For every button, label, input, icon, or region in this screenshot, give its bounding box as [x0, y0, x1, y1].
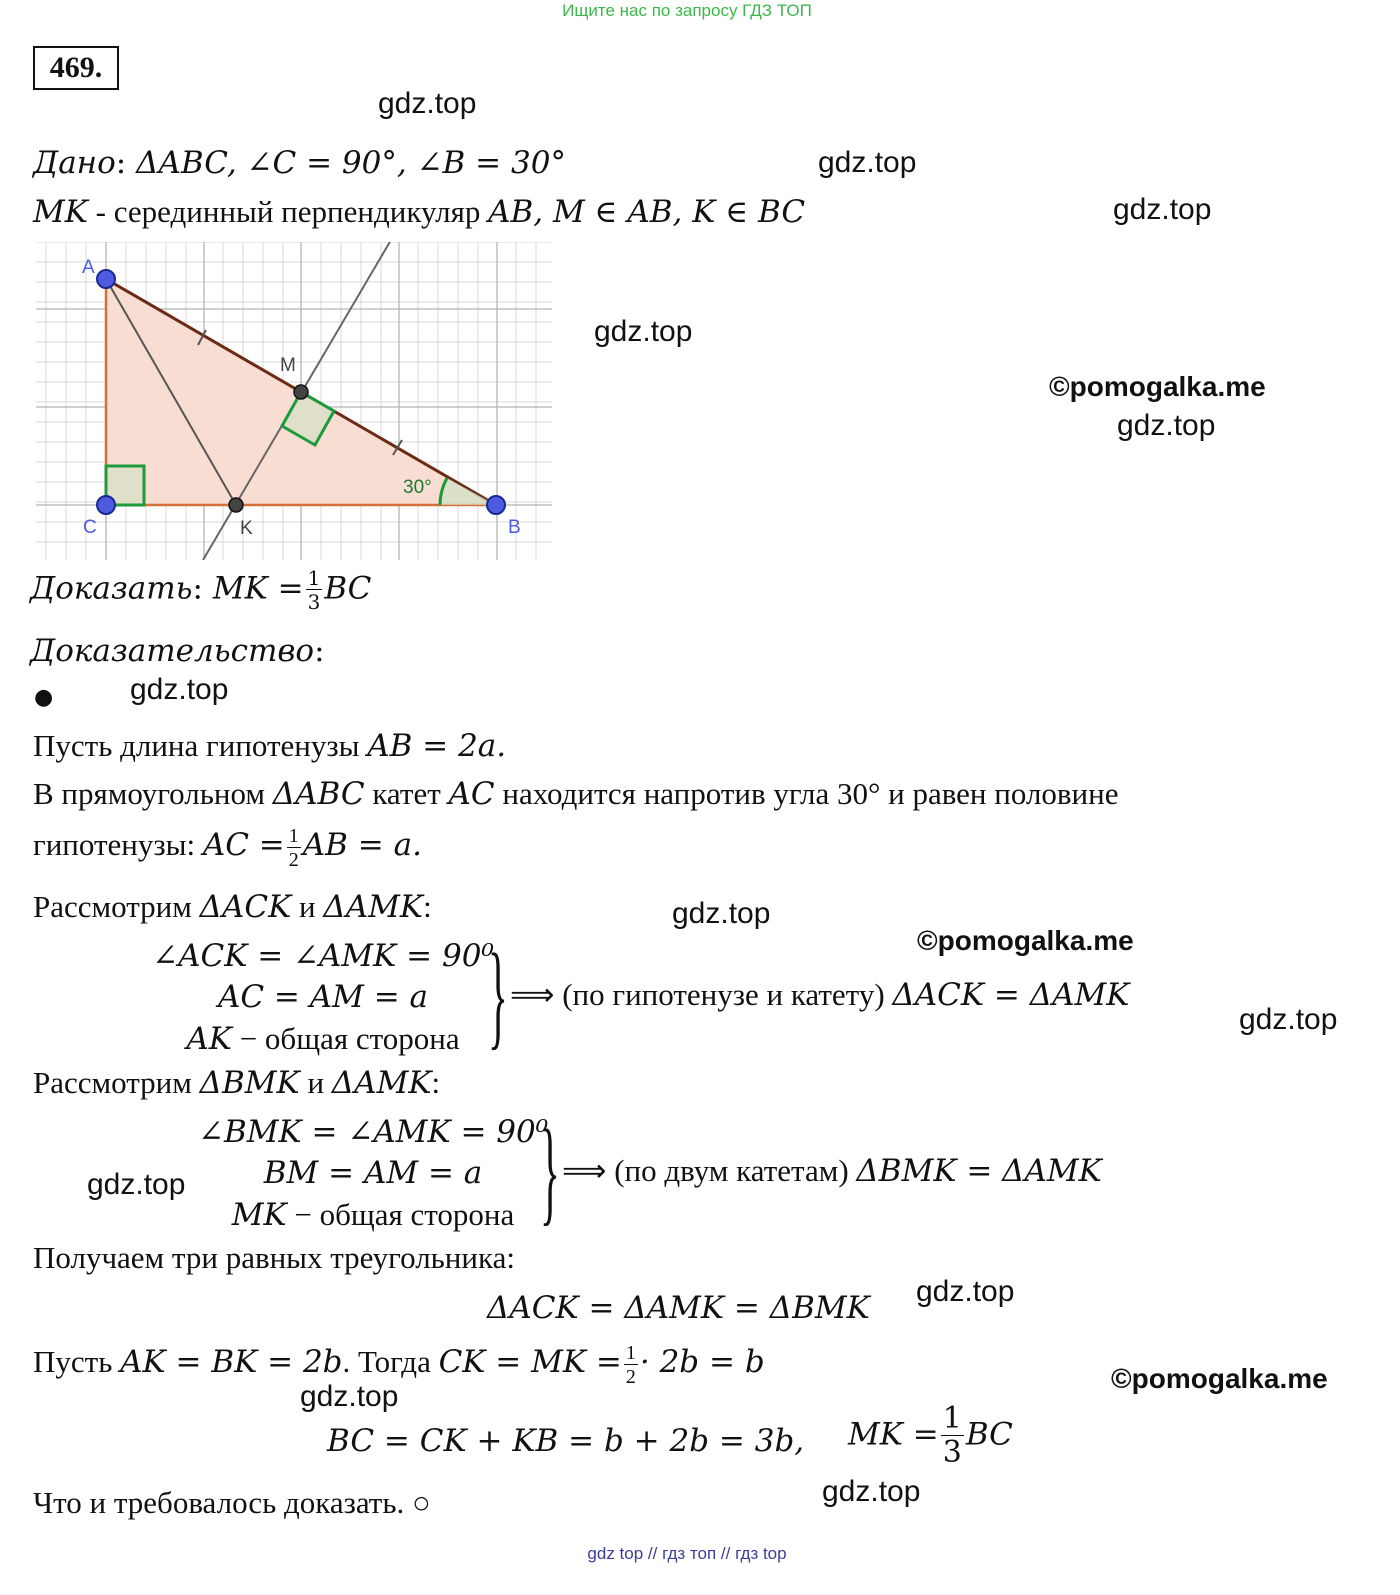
- let-b: . Тогда: [342, 1344, 439, 1380]
- s1-m1: ΔACK: [199, 889, 292, 925]
- watermark-gdz-9: gdz.top: [87, 1168, 186, 1201]
- proof-p2: [33, 776, 1118, 812]
- proof-p3-a: гипотенузы:: [33, 827, 203, 863]
- proof-p2-m1: ΔABC: [272, 776, 365, 812]
- s2-m1: ΔBMK: [199, 1065, 300, 1101]
- prove-frac-den: 3: [307, 590, 321, 614]
- s2-row1: ∠BMK = ∠AMK = 90⁰: [198, 1114, 549, 1150]
- mk-left: MK =: [848, 1416, 939, 1453]
- let-a: Пусть: [33, 1344, 121, 1380]
- watermark-gdz-4: gdz.top: [594, 315, 693, 348]
- three-triangles-text: Получаем три равных треугольника:: [33, 1240, 515, 1275]
- s1-row3-math: AK: [186, 1021, 232, 1057]
- s1-row3-text: − общая сторона: [231, 1021, 460, 1056]
- proof-p2-b: катет: [364, 776, 449, 811]
- proof-p3-fraction: [287, 826, 301, 870]
- let-num: 1: [625, 1342, 636, 1364]
- proof-colon: :: [314, 633, 325, 669]
- given-colon: :: [115, 145, 137, 181]
- let-m2: CK = MK =: [438, 1344, 622, 1381]
- given-line2-math-b: AB, M ∈ AB, K ∈ BC: [488, 194, 806, 230]
- point-b-dot[interactable]: [487, 496, 505, 514]
- s2-a: Рассмотрим: [33, 1065, 200, 1100]
- prove-frac-num: 1: [307, 566, 321, 590]
- point-c-dot[interactable]: [97, 496, 115, 514]
- point-a-dot[interactable]: [97, 270, 115, 288]
- s1-c: :: [423, 889, 432, 924]
- mk-num: 1: [942, 1401, 962, 1436]
- given-line2-text: - серединный перпендикуляр: [87, 194, 489, 229]
- let-m1: AK = BK = 2b: [120, 1344, 343, 1381]
- s1-row1: ∠ACK = ∠AMK = 90⁰: [152, 938, 494, 974]
- watermark-gdz-2: gdz.top: [818, 146, 917, 179]
- watermark-gdz-11: gdz.top: [300, 1380, 399, 1413]
- let-m3: · 2b = b: [639, 1344, 765, 1381]
- watermark-gdz-3: gdz.top: [1113, 193, 1212, 226]
- proof-p2-c: находится напротив угла 30° и равен половине: [494, 776, 1119, 811]
- prove-colon: :: [192, 570, 213, 607]
- point-c-label: C: [83, 517, 97, 538]
- watermark-gdz-12: gdz.top: [822, 1475, 921, 1508]
- s1-row3: [150, 1018, 496, 1060]
- qed-line: Что и требовалось доказать. ○: [33, 1485, 431, 1520]
- given-line2-math-a: MK: [33, 194, 88, 230]
- s1-concl-m: ΔACK = ΔAMK: [892, 977, 1130, 1013]
- watermark-pomogalka-3: ©pomogalka.me: [1111, 1363, 1328, 1394]
- problem-number: [33, 46, 119, 90]
- s2-c: :: [431, 1065, 441, 1100]
- mk-right: BC: [965, 1416, 1013, 1453]
- watermark-gdz-1: gdz.top: [378, 87, 477, 120]
- prove-fraction: [306, 568, 323, 612]
- let-fraction: [624, 1343, 638, 1387]
- system2-conditions: [198, 1112, 548, 1236]
- watermark-pomogalka-1: ©pomogalka.me: [1049, 371, 1266, 402]
- point-m-label: M: [280, 355, 296, 376]
- s2-row2: BM = AM = a: [263, 1155, 483, 1191]
- s2-row3-math: MK: [231, 1197, 287, 1233]
- three-triangles-math: ΔACK = ΔAMK = ΔBMK: [487, 1290, 870, 1326]
- s1-concl-a: ⟹ (по гипотенузе и катету): [510, 977, 893, 1012]
- triangle-figure: [36, 242, 552, 560]
- proof-p3: [33, 826, 422, 870]
- given-line-2: [33, 194, 805, 230]
- point-k-label: K: [240, 518, 253, 539]
- proof-label-line: [30, 633, 325, 669]
- proof-p3-m1: AC =: [202, 827, 285, 864]
- s2-row3: [198, 1194, 548, 1236]
- prove-math-left: MK =: [212, 570, 304, 607]
- system1-heading: [33, 889, 432, 925]
- prove-line: [30, 568, 371, 612]
- watermark-gdz-5: gdz.top: [1117, 409, 1216, 442]
- proof-label: Доказательство: [30, 633, 315, 669]
- watermark-gdz-8: gdz.top: [1239, 1003, 1338, 1036]
- proof-p3-m2: AB = a.: [302, 827, 422, 864]
- let-den: 2: [625, 1366, 636, 1388]
- mk-den: 3: [942, 1435, 962, 1470]
- s1-row2: AC = AM = a: [217, 979, 429, 1015]
- system2-heading: [33, 1065, 440, 1101]
- prove-label: Доказать: [30, 570, 193, 607]
- s2-concl-a: ⟹ (по двум катетам): [562, 1153, 857, 1188]
- s2-b: и: [299, 1065, 332, 1100]
- system1-conclusion: [510, 977, 1129, 1013]
- let-line: [33, 1343, 765, 1387]
- given-line-1: [33, 145, 566, 181]
- point-a-label: A: [82, 257, 95, 278]
- s1-a: Рассмотрим: [33, 889, 200, 924]
- given-line1-math: ΔABC, ∠C = 90°, ∠B = 30°: [136, 145, 566, 181]
- mk-fraction: [941, 1401, 964, 1470]
- angle-label: 30°: [403, 477, 432, 498]
- watermark-gdz-6: gdz.top: [130, 673, 229, 706]
- system2-brace: }: [540, 1105, 560, 1236]
- proof-p3-den: 2: [288, 849, 299, 871]
- proof-p1-text: Пусть длина гипотенузы: [33, 728, 368, 763]
- system1-conditions: [150, 936, 496, 1060]
- header-top-link[interactable]: Ищите нас по запросу ГДЗ ТОП: [562, 1, 812, 20]
- watermark-gdz-10: gdz.top: [916, 1275, 1015, 1308]
- s2-m2: ΔAMK: [331, 1065, 432, 1101]
- system1-brace: }: [488, 929, 508, 1060]
- bc-equation: BC = CK + KB = b + 2b = 3b,: [327, 1423, 805, 1459]
- proof-p1-math: AB = 2a.: [367, 728, 507, 764]
- s2-concl-m: ΔBMK = ΔAMK: [856, 1153, 1102, 1189]
- s1-b: и: [291, 889, 324, 924]
- watermark-pomogalka-2: ©pomogalka.me: [917, 925, 1134, 956]
- proof-p1: [33, 728, 506, 764]
- proof-p2-m2: AC: [448, 776, 495, 812]
- proof-bullet: ●: [34, 685, 54, 710]
- point-k-dot[interactable]: [229, 498, 243, 512]
- point-m-dot[interactable]: [294, 385, 308, 399]
- footer-links[interactable]: gdz top // гдз топ // гдз top: [587, 1544, 787, 1563]
- mk-equation: [848, 1401, 1013, 1470]
- given-label: Дано: [33, 145, 116, 181]
- proof-p2-a: В прямоугольном: [33, 776, 273, 811]
- point-b-label: B: [508, 517, 521, 538]
- prove-math-right: BC: [324, 570, 372, 607]
- s2-row3-text: − общая сторона: [286, 1197, 515, 1232]
- problem-number-text: 469.: [49, 51, 103, 84]
- s1-m2: ΔAMK: [323, 889, 424, 925]
- system2-conclusion: [562, 1153, 1102, 1189]
- proof-p3-num: 1: [288, 825, 299, 847]
- watermark-gdz-7: gdz.top: [672, 897, 771, 930]
